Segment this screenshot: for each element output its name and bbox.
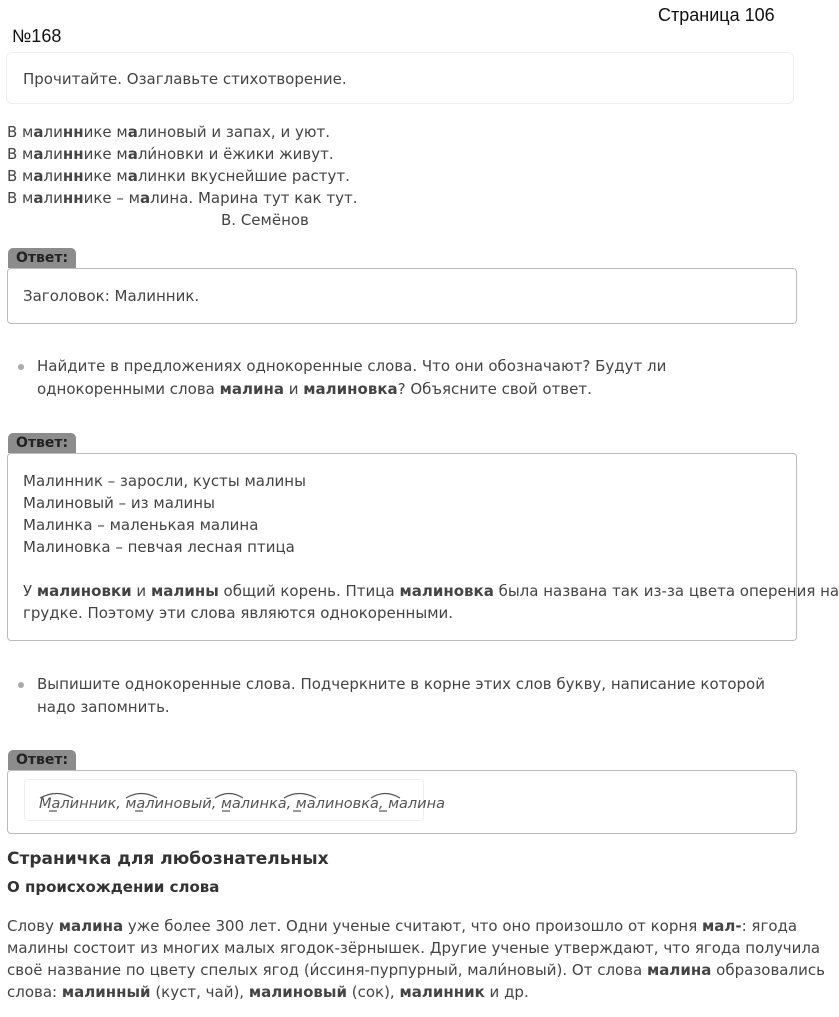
bold-text: малиновка (303, 380, 398, 398)
text-run: ли (43, 189, 63, 207)
text-run: ли́новки и ёжики живут. (137, 145, 334, 163)
text-run: ике м (83, 123, 128, 141)
bold-text: нн (62, 123, 84, 141)
section-paragraph (7, 915, 825, 1003)
text-run: ике м (83, 167, 128, 185)
bold-text: малинник (399, 983, 485, 1001)
answer-line: Малинка – маленькая малина (23, 516, 259, 534)
bold-text: малина (58, 917, 124, 935)
answer-line: Малиновка – певчая лесная птица (23, 538, 295, 556)
bold-text: малинный (61, 983, 151, 1001)
answer-explanation-line (23, 580, 839, 602)
bold-text: нн (62, 167, 84, 185)
text-run: общий корень. Птица (218, 582, 400, 600)
answer-word-list (23, 470, 839, 624)
text-run: и (284, 380, 304, 398)
bold-text: мал- (701, 917, 742, 935)
text-run: малины состоит из многих малых ягодок-зёрнышек. Другие ученые утверждают, что ягода получила (7, 939, 821, 957)
bold-text: а (33, 123, 44, 141)
text-run: В м (7, 167, 34, 185)
bold-text: нн (62, 189, 84, 207)
bold-text: а (127, 167, 138, 185)
text-run: ли (43, 123, 63, 141)
bold-text: малина (647, 961, 712, 979)
answer-text: Заголовок: Малинник. (23, 287, 200, 305)
text-run: ли (43, 145, 63, 163)
answer-label: Ответ: (8, 248, 76, 268)
blank-line (23, 558, 839, 580)
answer-line: Малинник – заросли, кусты малины (23, 472, 306, 490)
text-run: : ягода (741, 917, 798, 935)
text-run: ике м (83, 145, 128, 163)
text-run: В м (7, 145, 34, 163)
bold-text: а (127, 145, 138, 163)
paragraph-line (7, 981, 797, 1003)
text-run: ? Объясните свой ответ. (397, 380, 592, 398)
bold-text: нн (62, 145, 84, 163)
text-run: и др. (484, 983, 529, 1001)
section-title: Страничка для любознательных (7, 849, 329, 869)
answer-label: Ответ: (8, 750, 76, 770)
bold-text: малина (219, 380, 284, 398)
text-run: Выпишите однокоренные слова. Подчеркните в корне этих слов букву, написание которой надо запомнить. (37, 675, 765, 716)
bold-text: а (139, 189, 151, 207)
answer-label: Ответ: (8, 433, 76, 453)
handwritten-words: Малинник, малиновый, малинка, малиновка, малина (39, 796, 445, 812)
bold-text: малиновки (36, 582, 132, 600)
handwritten-answer-image (24, 779, 445, 821)
question-3 (37, 673, 777, 719)
bold-text: а (33, 189, 44, 207)
text-run: У (23, 582, 37, 600)
task-instruction: Прочитайте. Озаглавьте стихотворение. (23, 70, 347, 88)
paragraph-line (7, 915, 797, 937)
text-run: лина. Марина тут как тут. (150, 189, 358, 207)
paragraph-line (7, 937, 821, 959)
poem-line (7, 187, 367, 209)
poem-line (7, 165, 367, 187)
handwritten-answer-drawing (29, 786, 445, 816)
bold-text: а (33, 167, 44, 185)
section-subtitle: О происхождении слова (7, 878, 220, 896)
text-run: и (131, 582, 151, 600)
bold-text: малины (150, 582, 219, 600)
text-run: (сок), (346, 983, 400, 1001)
poem (7, 121, 367, 231)
answer-line: Малиновый – из малины (23, 494, 215, 512)
text-run: (куст, чай), (150, 983, 249, 1001)
bold-text: а (33, 145, 44, 163)
poem-line (7, 121, 367, 143)
answer-box-2 (7, 453, 839, 641)
text-run: была названа так из-за цвета оперения на (493, 582, 839, 600)
bold-text: малиновый (248, 983, 347, 1001)
question-2 (37, 355, 777, 401)
text-run: В м (7, 189, 34, 207)
task-instruction-box (6, 52, 794, 104)
page-number: Страница 106 (658, 5, 775, 25)
paragraph-line (7, 959, 825, 981)
text-run: ике – м (83, 189, 140, 207)
text-run: Слову (7, 917, 59, 935)
text-run: ли (43, 167, 63, 185)
answer-box-1 (7, 268, 797, 324)
poem-author: В. Семёнов (221, 211, 309, 229)
text-run: линовый и запах, и уют. (137, 123, 330, 141)
text-run: грудке. Поэтому эти слова являются однокоренными. (23, 604, 454, 622)
text-run: образовались (711, 961, 825, 979)
answer-explanation-line (23, 602, 839, 624)
bold-text: малиновка (399, 582, 494, 600)
bold-text: а (127, 123, 138, 141)
text-run: Найдите в предложениях однокоренные слова. Что они обозначают? Будут ли однокоренными слова (37, 357, 667, 398)
text-run: своё название по цвету спелых ягод (и́ссиня-пурпурный, мали́новый). От слова (7, 961, 648, 979)
text-run: уже более 300 лет. Одни ученые считают, что оно произошло от корня (123, 917, 702, 935)
task-number: №168 (12, 26, 62, 46)
text-run: слова: (7, 983, 62, 1001)
text-run: линки вкуснейшие растут. (137, 167, 350, 185)
poem-line (7, 143, 367, 165)
answer-box-3 (7, 770, 797, 834)
text-run: В м (7, 123, 34, 141)
